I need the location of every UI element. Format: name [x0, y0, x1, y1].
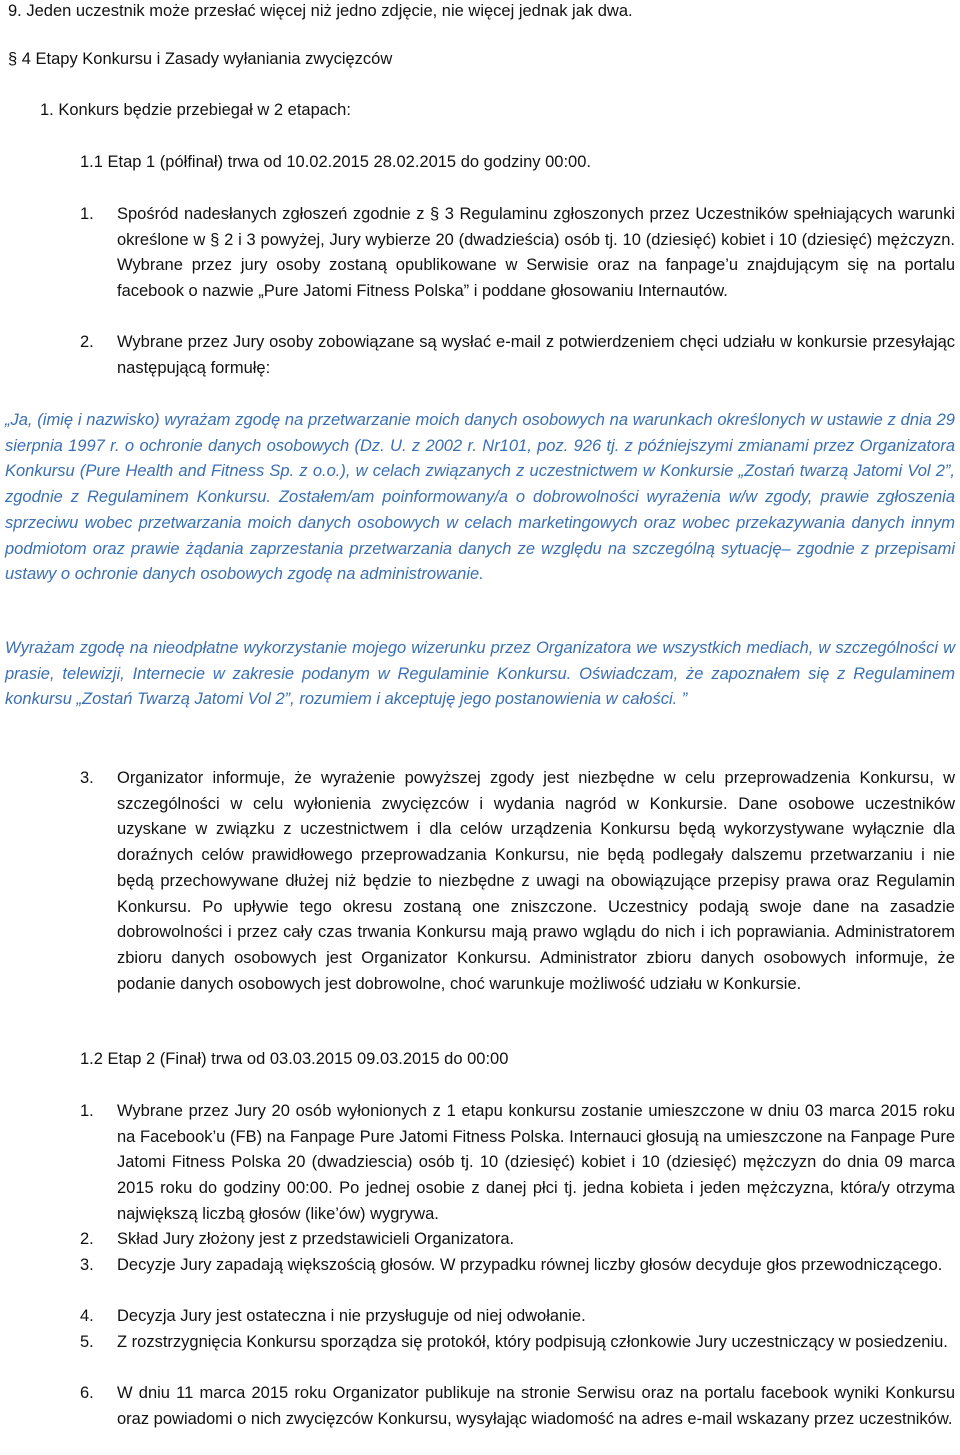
item-text — [117, 1227, 955, 1253]
item-text — [117, 1330, 955, 1356]
item-text — [117, 1099, 955, 1228]
item-9: 9. Jeden uczestnik może przesłać więcej niż jedno zdjęcie, nie więcej jednak jak dwa. — [8, 2, 633, 20]
stage-2-heading: 1.2 Etap 2 (Finał) trwa od 03.03.2015 09.03.2015 do 00:00 — [80, 1050, 509, 1068]
section-4-heading: § 4 Etapy Konkursu i Zasady wyłaniania zwycięzców — [8, 50, 393, 68]
item-text-paragraph: Spośród nadesłanych zgłoszeń zgodnie z § 3 Regulaminu zgłoszonych przez Uczestników spełniających warunki określone w § 2 i 3 powyżej, Jury wybierze 20 (dwadzieścia) osób tj. 10 (dziesięć) kobiet i 10 (dziesięć) mężczyzn. Wybrane przez jury osoby zostaną opublikowane w Serwisie oraz na fanpage’u znajdującym się na portalu facebook o nazwie „Pure Jatomi Fitness Polska” i poddane głosowaniu Internautów. — [117, 205, 955, 301]
formula-text: „Ja, (imię i nazwisko) wyrażam zgodę na przetwarzanie moich danych osobowych na warunkach określonych w ustawie z dnia 29 sierpnia 1997 r. o ochronie danych osobowych (Dz. U. z 2002 r. Nr101, poz. 926 tj. z późniejszymi zmianami przez Organizatora Konkursu (Pure Health and Fitness Sp. z o.o.), w celach związanych z uczestnictwem w Konkursie „Zostań twarzą Jatomi Vol 2”, zgodnie z Regulaminem Konkursu. Zostałem/am poinformowany/a o dobrowolności wyrażenia w/w zgody, prawie zgłoszenia sprzeciwu wobec przetwarzania moich danych osobowych w celach marketingowych oraz wobec przekazywania danych innym podmiotom oraz prawie żądania zaprzestania przetwarzania danych ze względu na szczególną sytuację– zgodnie z przepisami ustawy o ochronie danych osobowych zgodę na administrowanie. — [5, 411, 955, 584]
item-text-paragraph: Wybrane przez Jury osoby zobowiązane są wysłać e-mail z potwierdzeniem chęci udziału w konkursie przesyłając następującą formułę: — [117, 333, 955, 377]
item-text — [117, 766, 955, 997]
item-number: 1. — [80, 205, 94, 223]
item-text-paragraph: Z rozstrzygnięcia Konkursu sporządza się protokół, który podpisują członkowie Jury uczestniczący w posiedzeniu. — [117, 1333, 948, 1351]
item-text — [117, 330, 955, 381]
item-text-paragraph: Wybrane przez Jury 20 osób wyłonionych z 1 etapu konkursu zostanie umieszczone w dniu 03 marca 2015 roku na Facebook’u (FB) na Fanpage Pure Jatomi Fitness Polska. Internauci głosują na umieszczone na Fanpage Pure Jatomi Fitness Polska 20 (dwadziescia) osób tj. 10 (dziesięć) kobiet i 10 (dziesięć) mężczyzn do dnia 09 marca 2015 roku do godziny 00:00. Po jednej osobie z danej płci tj. jedna kobieta i jeden mężczyzna, która/y otrzyma największą liczbą głosów (like’ów) wygrywa. — [117, 1102, 955, 1223]
item-text — [117, 1304, 955, 1330]
item-text — [117, 1381, 955, 1432]
stages-intro: 1. Konkurs będzie przebiegał w 2 etapach: — [40, 101, 351, 119]
item-text — [117, 202, 955, 305]
item-number: 2. — [80, 333, 94, 351]
item-text — [117, 1253, 955, 1279]
item-text-paragraph: W dniu 11 marca 2015 roku Organizator publikuje na stronie Serwisu oraz na portalu facebook wyniki Konkursu oraz powiadomi o nich zwycięzców Konkursu, wysyłając wiadomość na adres e-mail wskazany przez uczestników. — [117, 1384, 955, 1428]
item-number: 5. — [80, 1333, 94, 1351]
item-number: 3. — [80, 769, 94, 787]
item-number: 3. — [80, 1256, 94, 1274]
consent-formula-paragraph-2 — [5, 636, 955, 713]
item-text-paragraph: Decyzje Jury zapadają większością głosów. W przypadku równej liczby głosów decyduje głos przewodniczącego. — [117, 1256, 943, 1274]
item-number: 4. — [80, 1307, 94, 1325]
stage-1-heading: 1.1 Etap 1 (półfinał) trwa od 10.02.2015 28.02.2015 do godziny 00:00. — [80, 153, 591, 171]
item-number: 2. — [80, 1230, 94, 1248]
item-number: 1. — [80, 1102, 94, 1120]
item-text-paragraph: Organizator informuje, że wyrażenie powyższej zgody jest niezbędne w celu przeprowadzenia Konkursu, w szczególności w celu wyłonienia zwycięzców i wydania nagród w Konkursie. Dane osobowe uczestników uzyskane w związku z uczestnictwem i dla celów urządzenia Konkursu będą wykorzystywane wyłącznie dla doraźnych celów prawidłowego przeprowadzania Konkursu, nie będą podlegały dalszemu przetwarzaniu i nie będą przechowywane dłużej niż będzie to niezbędne z uwagi na obowiązujące przepisy prawa oraz Regulamin Konkursu. Po upływie tego okresu zostaną one zniszczone. Uczestnicy podają swoje dane na zasadzie dobrowolności i przez cały czas trwania Konkursu mają prawo wglądu do nich i ich poprawiania. Administratorem zbioru danych osobowych jest Organizator Konkursu. Administrator zbioru danych osobowych informuje, że podanie danych osobowych jest dobrowolne, choć warunkuje możliwość udziału w Konkursie. — [117, 769, 955, 993]
consent-formula-paragraph-1 — [5, 408, 955, 588]
item-text-paragraph: Decyzja Jury jest ostateczna i nie przysługuje od niej odwołanie. — [117, 1307, 586, 1325]
item-text-paragraph: Skład Jury złożony jest z przedstawicieli Organizatora. — [117, 1230, 515, 1248]
item-number: 6. — [80, 1384, 94, 1402]
formula-text: Wyrażam zgodę na nieodpłatne wykorzystanie mojego wizerunku przez Organizatora we wszystkich mediach, w szczególności w prasie, telewizji, Internecie w zakresie podanym w Regulaminie Konkursu. Oświadczam, że zapoznałem się z Regulaminem konkursu „Zostań Twarzą Jatomi Vol 2”, rozumiem i akceptuję jego postanowienia w całości. ” — [5, 639, 955, 709]
